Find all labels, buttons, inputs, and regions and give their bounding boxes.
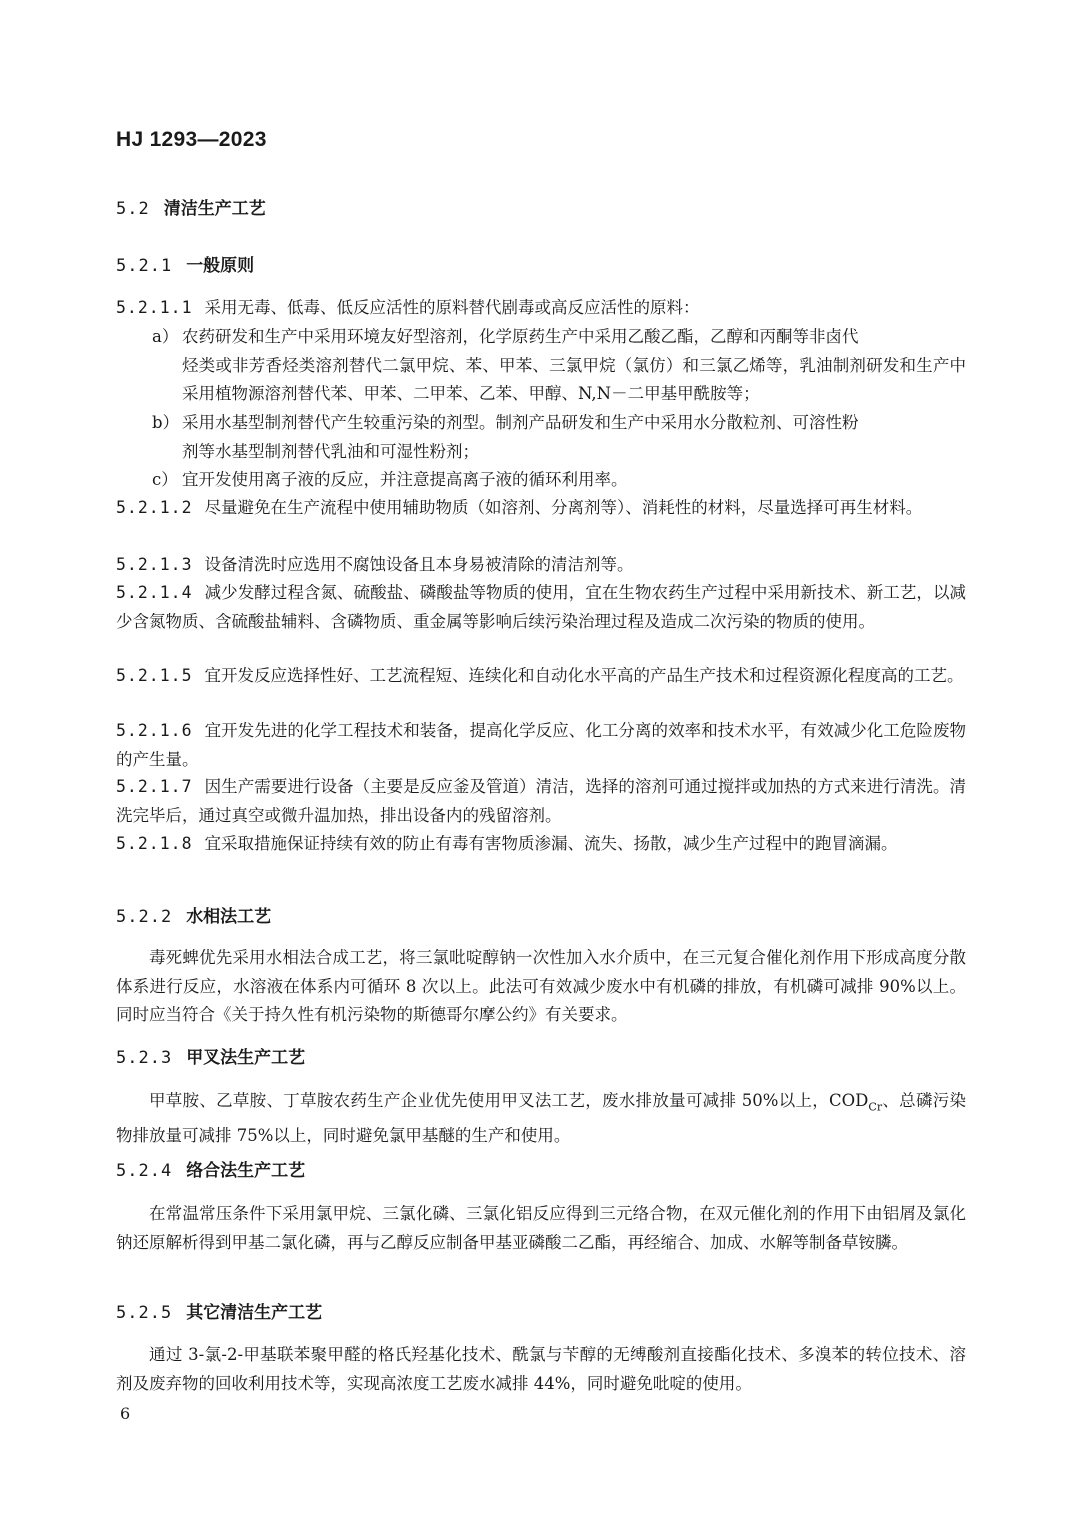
clause-number: 5.2.1.7 xyxy=(116,777,193,796)
list-item-b xyxy=(152,409,966,466)
clause-text: 宜开发反应选择性好、工艺流程短、连续化和自动化水平高的产品生产技术和过程资源化程度高的工艺。 xyxy=(204,666,964,685)
body-text: 、总磷污染物排放量可减排 75%以上，同时避免氯甲基醚的生产和使用。 xyxy=(116,1091,966,1145)
clause-text: 尽量避免在生产流程中使用辅助物质（如溶剂、分离剂等）、消耗性的材料，尽量选择可再生材料。 xyxy=(204,498,923,517)
section-5-2-5-body: 通过 3-氯-2-甲基联苯聚甲醛的格氏羟基化技术、酰氯与苄醇的无缚酸剂直接酯化技术、多溴苯的转位技术、溶剂及废弃物的回收利用技术等，实现高浓度工艺废水减排 44%，同时避免吡啶的使用。 xyxy=(116,1345,966,1393)
list-marker: b） xyxy=(152,413,180,432)
section-number: 5.2.2 xyxy=(116,907,173,927)
clause-5-2-1-7 xyxy=(116,773,966,830)
clause-text: 宜开发先进的化学工程技术和装备，提高化学反应、化工分离的效率和技术水平，有效减少化工危险废物的产生量。 xyxy=(116,721,966,769)
section-5-2-3-heading xyxy=(116,1045,966,1071)
list-item-text: 采用水基型制剂替代产生较重污染的剂型。制剂产品研发和生产中采用水分散粒剂、可溶性粉 xyxy=(182,413,859,432)
list-item-text: 宜开发使用离子液的反应，并注意提高离子液的循环利用率。 xyxy=(182,470,628,489)
list-item-a xyxy=(152,323,966,409)
list-item-continuation: 烃类或非芳香烃类溶剂替代二氯甲烷、苯、甲苯、三氯甲烷（氯仿）和三氯乙烯等，乳油制剂研发和生产中采用植物源溶剂替代苯、甲苯、二甲苯、乙苯、甲醇、N,N－二甲基甲酰胺等； xyxy=(182,355,966,403)
section-title: 其它清洁生产工艺 xyxy=(186,1303,323,1323)
section-number: 5.2.1 xyxy=(116,256,173,276)
page-number: 6 xyxy=(120,1404,131,1423)
clause-text: 因生产需要进行设备（主要是反应釜及管道）清洁，选择的溶剂可通过搅拌或加热的方式来进行清洗。清洗完毕后，通过真空或微升温加热，排出设备内的残留溶剂。 xyxy=(116,777,966,825)
clause-text: 设备清洗时应选用不腐蚀设备且本身易被清除的清洁剂等。 xyxy=(204,555,634,574)
clause-text: 减少发酵过程含氮、硫酸盐、磷酸盐等物质的使用，宜在生物农药生产过程中采用新技术、新工艺，以减少含氮物质、含硫酸盐辅料、含磷物质、重金属等影响后续污染治理过程及造成二次污染的物质的使用。 xyxy=(116,583,966,631)
section-number: 5.2.4 xyxy=(116,1161,173,1181)
section-5-2-heading xyxy=(116,196,966,222)
clause-5-2-1-4 xyxy=(116,579,966,636)
section-5-2-4-heading xyxy=(116,1158,966,1184)
section-title: 清洁生产工艺 xyxy=(163,199,266,219)
section-5-2-3-body xyxy=(116,1087,966,1150)
section-number: 5.2 xyxy=(116,199,150,219)
list-item-continuation: 剂等水基型制剂替代乳油和可湿性粉剂； xyxy=(182,441,479,461)
section-title: 甲叉法生产工艺 xyxy=(186,1048,306,1068)
clause-number: 5.2.1.5 xyxy=(116,666,193,685)
section-5-2-2-body: 毒死蜱优先采用水相法合成工艺，将三氯吡啶醇钠一次性加入水介质中，在三元复合催化剂作用下形成高度分散体系进行反应，水溶液在体系内可循环 8 次以上。此法可有效减少废水中有机磷的排放，有机磷可减排 90%以上。同时应当符合《关于持久性有机污染物的斯德哥尔摩公约》有关要求。 xyxy=(116,948,966,1024)
list-item-text: 农药研发和生产中采用环境友好型溶剂，化学原药生产中采用乙酸乙酯，乙醇和丙酮等非卤代 xyxy=(182,327,859,346)
clause-number: 5.2.1.6 xyxy=(116,721,193,740)
standard-code: HJ 1293—2023 xyxy=(116,128,267,151)
section-5-2-2-heading xyxy=(116,904,966,930)
clause-5-2-1-1 xyxy=(116,294,966,323)
body-text: 甲草胺、乙草胺、丁草胺农药生产企业优先使用甲叉法工艺，废水排放量可减排 50%以上，COD xyxy=(149,1091,869,1110)
clause-number: 5.2.1.2 xyxy=(116,498,193,517)
clause-5-2-1-2 xyxy=(116,494,966,523)
section-title: 水相法工艺 xyxy=(186,907,272,927)
clause-5-2-1-3 xyxy=(116,551,966,580)
clause-number: 5.2.1.4 xyxy=(116,583,193,602)
clause-number: 5.2.1.3 xyxy=(116,555,193,574)
section-5-2-4-body: 在常温常压条件下采用氯甲烷、三氯化磷、三氯化铝反应得到三元络合物，在双元催化剂的作用下由铝屑及氯化钠还原解析得到甲基二氯化磷，再与乙醇反应制备甲基亚磷酸二乙酯，再经缩合、加成、水解等制备草铵膦。 xyxy=(116,1204,966,1252)
clause-5-2-1-8 xyxy=(116,830,966,859)
list-item-c xyxy=(152,466,966,495)
clause-text: 宜采取措施保证持续有效的防止有毒有害物质渗漏、流失、扬散，减少生产过程中的跑冒滴漏。 xyxy=(204,834,898,853)
section-5-2-1-heading xyxy=(116,253,966,279)
clause-number: 5.2.1.8 xyxy=(116,834,193,853)
section-number: 5.2.5 xyxy=(116,1303,173,1323)
section-title: 一般原则 xyxy=(186,256,255,276)
list-marker: a） xyxy=(152,327,179,346)
clause-text: 采用无毒、低毒、低反应活性的原料替代剧毒或高反应活性的原料： xyxy=(204,298,700,317)
section-5-2-5-heading xyxy=(116,1300,966,1326)
section-number: 5.2.3 xyxy=(116,1048,173,1068)
clause-number: 5.2.1.1 xyxy=(116,298,193,317)
clause-5-2-1-5 xyxy=(116,662,966,691)
section-title: 络合法生产工艺 xyxy=(186,1161,306,1181)
clause-5-2-1-6 xyxy=(116,717,966,774)
subscript: Cr xyxy=(868,1100,883,1114)
list-marker: c） xyxy=(152,470,178,489)
